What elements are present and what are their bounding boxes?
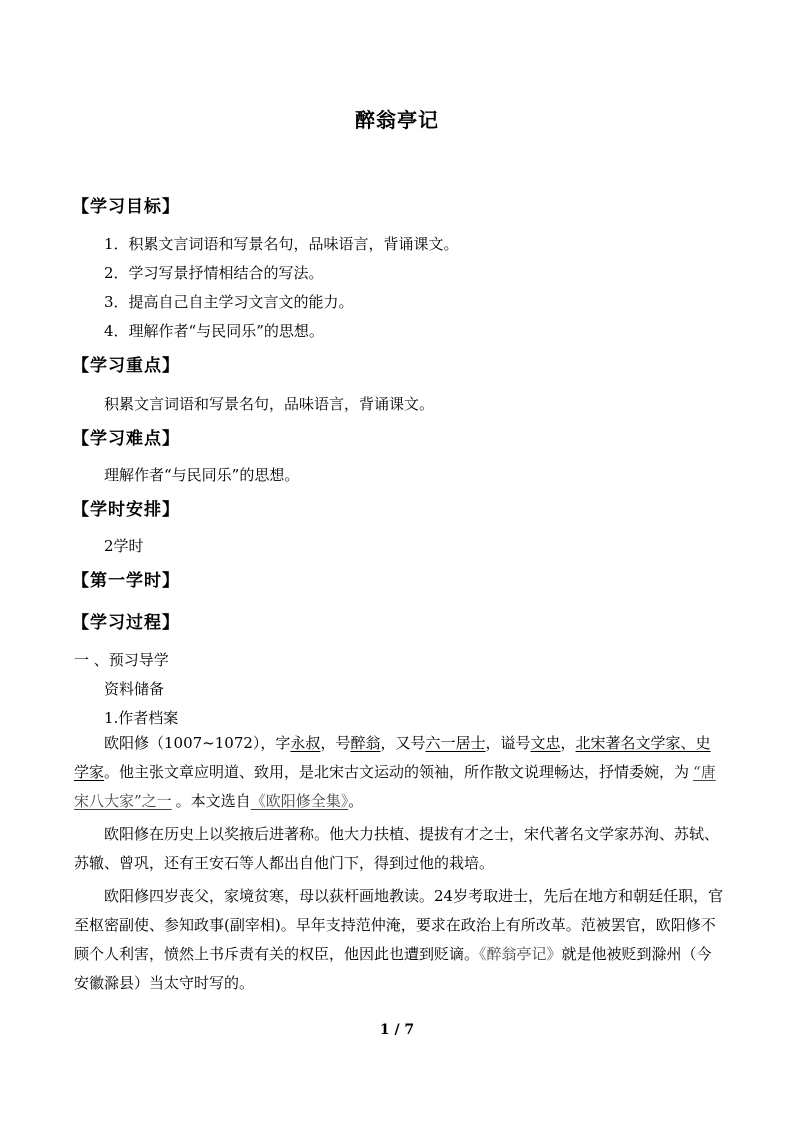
bio-paragraph-1 xyxy=(74,729,724,816)
bio-art-name: 醉翁 xyxy=(350,734,381,752)
bio-art-name-2: 六一居士 xyxy=(425,734,486,752)
difficulties-text: 理解作者“与民同乐”的思想。 xyxy=(104,466,300,484)
bio-p1-text: 欧阳修（1007~1072），字 xyxy=(104,734,291,752)
bio-p1-text: ，号 xyxy=(320,734,351,752)
process-sub-author-profile: 1.作者档案 xyxy=(104,709,179,727)
bio-p1-text: ，谥号 xyxy=(485,734,531,752)
schedule-text: 2学时 xyxy=(104,537,144,555)
bio-p1-text: 。本文选自 xyxy=(175,792,251,810)
goal-item-1: 1．积累文言词语和写景名句，品味语言，背诵课文。 xyxy=(104,235,459,253)
bio-eight-masters: “唐宋八大家”之一 xyxy=(74,763,716,810)
page-title: 醉翁亭记 xyxy=(355,108,439,132)
bio-posthumous-name: 文忠 xyxy=(530,734,561,752)
process-sub-materials: 资料储备 xyxy=(104,680,165,698)
goal-item-2: 2．学习写景抒情相结合的写法。 xyxy=(104,264,324,282)
bio-p1-text: 。 xyxy=(348,792,364,810)
bio-paragraph-2: 欧阳修在历史上以奖掖后进著称。他大力扶植、提拔有才之士，宋代著名文学家苏洵、苏轼、苏辙、曾巩，还有王安石等人都出自他门下，得到过他的栽培。 xyxy=(74,825,720,872)
bio-p1-text: ，又号 xyxy=(380,734,426,752)
bio-work-title: 《醉翁亭记》 xyxy=(479,945,562,963)
bio-p3-text: 欧阳修四岁丧父，家境贫寒，母以荻杆画地教读。24岁考取进士，先后在地方和朝廷任职，官至枢密副使、参知政事(副宰相)。早年支持范仲淹，要求在政治上有所改革。范被罢官，欧阳修不顾个人利害，愤然上书斥责有关的权臣，他因此也遭到贬谪。 xyxy=(74,887,724,963)
heading-key-points: 【学习重点】 xyxy=(72,356,180,376)
page-number: 1 / 7 xyxy=(379,1022,415,1038)
bio-p1-text: 。他主张文章应明道、致用，是北宋古文运动的领袖，所作散文说理畅达，抒情委婉，为 xyxy=(104,763,690,781)
bio-source-book: 《欧阳修全集》 xyxy=(250,792,349,810)
heading-learning-process: 【学习过程】 xyxy=(72,613,180,633)
goal-item-3: 3．提高自己自主学习文言文的能力。 xyxy=(104,293,354,311)
goal-item-4: 4．理解作者“与民同乐”的思想。 xyxy=(104,322,324,340)
heading-learning-goals: 【学习目标】 xyxy=(72,197,180,217)
bio-courtesy-name: 永叔 xyxy=(290,734,321,752)
bio-p3-text: 就是他被贬到滁州（今安徽滁县）当太守时写的。 xyxy=(74,945,712,992)
process-part-1: 一 、预习导学 xyxy=(74,651,169,669)
heading-difficulties: 【学习难点】 xyxy=(72,429,180,449)
heading-schedule: 【学时安排】 xyxy=(72,500,180,520)
key-points-text: 积累文言词语和写景名句，品味语言，背诵课文。 xyxy=(104,395,435,413)
bio-title: 北宋著名文学家、史学家 xyxy=(74,734,711,781)
heading-first-period: 【第一学时】 xyxy=(72,571,180,591)
bio-paragraph-3 xyxy=(74,882,724,998)
bio-p1-text: ， xyxy=(560,734,576,752)
